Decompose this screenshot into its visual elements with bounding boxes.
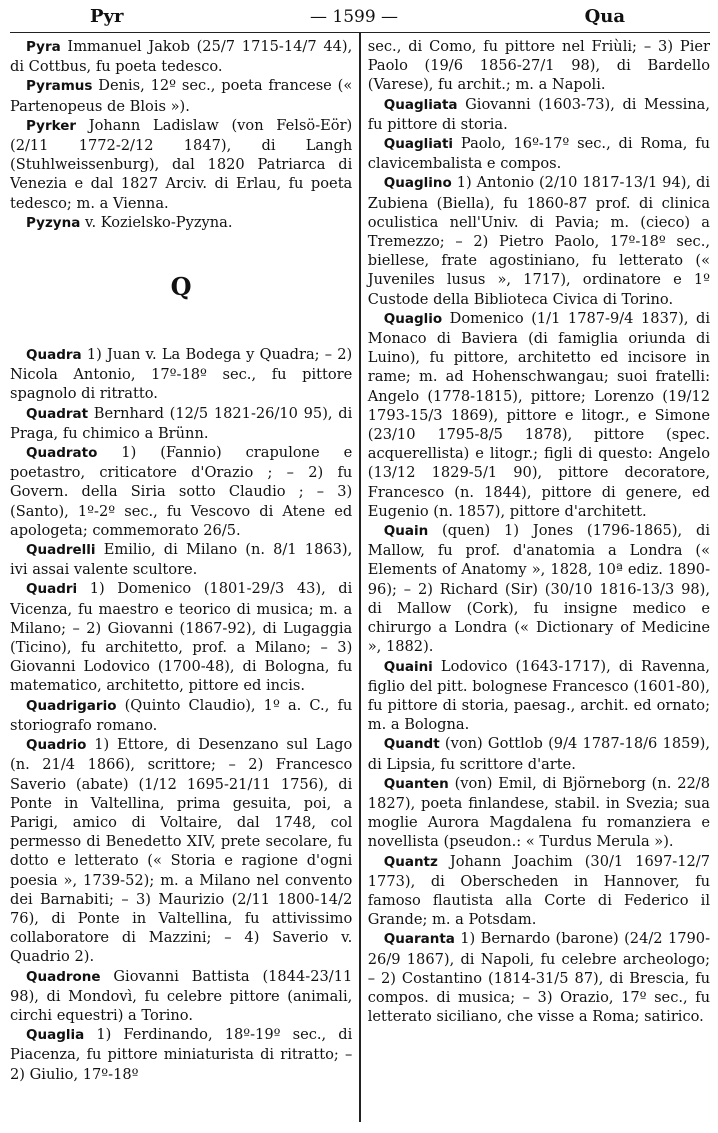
dictionary-entry xyxy=(10,696,352,735)
entry-text: Emilio, di Milano (n. 8/1 1863), ivi assai valente scultore. xyxy=(10,541,353,579)
dictionary-entry xyxy=(368,657,710,735)
dictionary-entry xyxy=(368,134,710,173)
entry-text: Denis, 12º sec., poeta francese (« Partenopeus de Blois »). xyxy=(10,77,353,115)
entry-headword: Quanten xyxy=(383,775,449,792)
header-right-guide-word: Qua xyxy=(584,6,625,27)
entry-headword: Quadra xyxy=(26,347,82,364)
dictionary-entry xyxy=(10,404,352,443)
entry-text: v. Kozielsko-Pyzyna. xyxy=(80,213,233,231)
entry-text: 1) Antonio (2/10 1817-13/1 94), di Zubiena (Biella), fu 1860-87 prof. di clinica oculistica nell'Univ. di Pavia; m. (cieco) a Tremezzo; – 2) Pietro Paolo, 17º-18º sec., biellese, frate agostiniano, fu letterato (« Juveniles lusus », 1717), ordinatore e 1º Custode della Biblioteca Civica di Torino. xyxy=(367,174,711,308)
entry-headword: Quadrat xyxy=(26,405,89,422)
entry-headword: Quagliata xyxy=(383,96,458,113)
entry-headword: Quaranta xyxy=(383,931,455,948)
dictionary-entry xyxy=(368,309,710,521)
entry-headword: Quaglino xyxy=(383,175,452,192)
entry-text: Giovanni (1603-73), di Messina, fu pittore di storia. xyxy=(367,95,711,133)
entry-headword: Pyzyna xyxy=(26,214,81,231)
entry-text: Paolo, 16º-17º sec., di Roma, fu clavicembalista e compos. xyxy=(367,135,711,173)
text-columns xyxy=(10,37,710,1122)
page-number: — 1599 — xyxy=(309,7,399,27)
dictionary-entry xyxy=(10,579,352,695)
entry-headword: Pyra xyxy=(26,39,61,55)
entry-text: 1) Domenico (1801-29/3 43), di Vicenza, fu maestro e teorico di musica; m. a Milano; – 2) Giovanni (1867-92), di Lugaggia (Ticino), fu architetto, prof. a Milano; – 3) Giovanni Lodovico (1700-48), di Bologna, fu matematico, architetto, pittore ed incis. xyxy=(10,580,353,695)
entry-text: (Quinto Claudio), 1º a. C., fu storiografo romano. xyxy=(10,696,353,734)
entry-text: Lodovico (1643-1717), di Ravenna, figlio del pitt. bolognese Francesco (1601-80), fu pittore di storia, paesag., archit. ed ornato; m. a Bologna. xyxy=(367,657,711,734)
left-column xyxy=(10,37,359,1122)
dictionary-entry xyxy=(368,852,710,930)
entry-text: Johann Ladislaw (von Felsö-Eör) (2/11 1772-2/12 1847), di Langh (Stuhlweissenburg), dal 1820 Patriarca di Venezia e dal 1827 Arciv. di Erlau, fu poeta tedesco; m. a Vienna. xyxy=(10,116,353,212)
dictionary-entry xyxy=(10,540,352,579)
entry-text: 1) Bernardo (barone) (24/2 1790-26/9 1867), di Napoli, fu celebre archeologo; – 2) Costantino (1814-31/5 87), di Brescia, fu compos. di musica; – 3) Orazio, 17º sec., fu letterato siciliano, che visse a Roma; satirico. xyxy=(367,930,711,1026)
dictionary-entry xyxy=(10,967,352,1026)
entry-text: 1) Ferdinando, 18º-19º sec., di Piacenza, fu pittore miniaturista di ritratto; – 2) Giulio, 17º-18º xyxy=(10,1026,353,1083)
entry-text: Immanuel Jakob (25/7 1715-14/7 44), di Cottbus, fu poeta tedesco. xyxy=(10,38,353,76)
dictionary-entry xyxy=(10,443,352,540)
entry-text: Johann Joachim (30/1 1697-12/7 1773), di Oberscheden in Hannover, fu famoso flautista alla Corte di Federico il Grande; m. a Potsdam. xyxy=(367,852,711,929)
dictionary-entry xyxy=(10,345,352,404)
entry-text: Domenico (1/1 1787-9/4 1837), di Monaco di Baviera (di famiglia oriunda di Luino), fu pittore, architetto ed incisore in rame; m. ad Hohenschwangau; suoi fratelli: Angelo (1778-1815), pittore; Lorenzo (19/12 1793-15/3 1869), pittore e litogr., e Simone (23/10 1795-8/5 1878), pittore (spec. acquerellista) e litogr.; figli di questo: Angelo (13/12 1829-5/1 90), pittore decoratore, Francesco (n. 1844), pittore di genere, ed Eugenio (n. 1857), pittore d'architett. xyxy=(367,309,711,520)
entry-text: Bernhard (12/5 1821-26/10 95), di Praga, fu chimico a Brünn. xyxy=(10,404,353,442)
dictionary-entry xyxy=(10,1025,352,1084)
dictionary-entry xyxy=(368,734,710,773)
entry-text: Giovanni Battista (1844-23/11 98), di Mondovì, fu celebre pittore (animali, circhi equestri) a Torino. xyxy=(10,967,353,1024)
dictionary-entry xyxy=(368,929,710,1026)
entry-headword: Pyrker xyxy=(26,117,77,134)
entry-headword: Quaini xyxy=(383,658,433,675)
entry-headword: Quain xyxy=(383,523,429,540)
entry-headword: Quadrone xyxy=(26,968,101,985)
dictionary-entry xyxy=(368,173,710,308)
dictionary-entry xyxy=(10,116,352,213)
entry-text: (von) Emil, di Björneborg (n. 22/8 1827), poeta finlandese, stabil. in Svezia; sua moglie Aurora Magdalena fu romanziera e novellista (pseudon.: « Turdus Merula »). xyxy=(367,774,711,851)
dictionary-entry xyxy=(10,735,352,966)
dictionary-entry xyxy=(10,213,352,233)
page-header xyxy=(10,6,710,33)
entry-headword: Quadrigario xyxy=(26,697,117,714)
entry-text: 1) Ettore, di Desenzano sul Lago (n. 21/4 1866), scrittore; – 2) Francesco Saverio (abate) (1/12 1695-21/11 1756), di Ponte in Valtellina, prima gesuita, poi, a Parigi, amico di Voltaire, dal 1748, col permesso di Benedetto XIV, prete secolare, fu dotto e letterato (« Storia e ragione d'ogni poesia », 1739-52); m. a Milano nel convento dei Barnabiti; – 3) Maurizio (2/11 1800-14/2 76), di Ponte in Valtellina, fu attivissimo collaboratore di Mazzini; – 4) Saverio v. Quadrio 2). xyxy=(10,736,353,966)
dictionary-entry xyxy=(10,37,352,76)
entry-text: sec., di Como, fu pittore nel Friùli; – 3) Pier Paolo (19/6 1856-27/1 98), di Bardello (Varese), fu archit.; m. a Napoli. xyxy=(367,38,711,94)
entry-headword: Quadrio xyxy=(26,737,87,754)
entry-headword: Quantz xyxy=(383,853,438,870)
entry-headword: Quaglio xyxy=(383,310,443,327)
entry-text: (von) Gottlob (9/4 1787-18/6 1859), di Lipsia, fu scrittore d'arte. xyxy=(367,735,711,773)
entry-headword: Quagliati xyxy=(383,136,454,153)
entry-headword: Quadri xyxy=(26,581,78,598)
dictionary-entry xyxy=(368,95,710,134)
dictionary-entry xyxy=(10,76,352,115)
entry-headword: Quandt xyxy=(383,736,440,753)
dictionary-entry xyxy=(368,521,710,656)
right-column xyxy=(361,37,710,1122)
entry-headword: Quadrelli xyxy=(26,542,96,559)
dictionary-entry xyxy=(368,774,710,852)
entry-headword: Quaglia xyxy=(26,1027,85,1044)
entry-text: 1) (Fannio) crapulone e poetastro, criticatore d'Orazio ; – 2) fu Govern. della Siria sotto Claudio ; – 3) (Santo), 1º-2º sec., fu Vescovo di Atene ed apologeta; commemorato 26/5. xyxy=(10,444,353,539)
entry-headword: Pyramus xyxy=(26,78,93,95)
section-letter: Q xyxy=(170,272,192,302)
dictionary-entry xyxy=(368,37,710,95)
entry-text: 1) Juan v. La Bodega y Quadra; – 2) Nicola Antonio, 17º-18º sec., fu pittore spagnolo di ritratto. xyxy=(10,346,353,403)
entry-headword: Quadrato xyxy=(26,445,98,462)
header-left-guide-word: Pyr xyxy=(90,6,124,27)
entry-text: (quen) 1) Jones (1796-1865), di Mallow, fu prof. d'anatomia a Londra (« Elements of Anatomy », 1828, 10ª ediz. 1890-96); – 2) Richard (Sir) (30/10 1816-13/3 98), di Mallow (Cork), fu insigne medico e chirurgo a Londra (« Dictionary of Medicine », 1882). xyxy=(367,522,711,656)
